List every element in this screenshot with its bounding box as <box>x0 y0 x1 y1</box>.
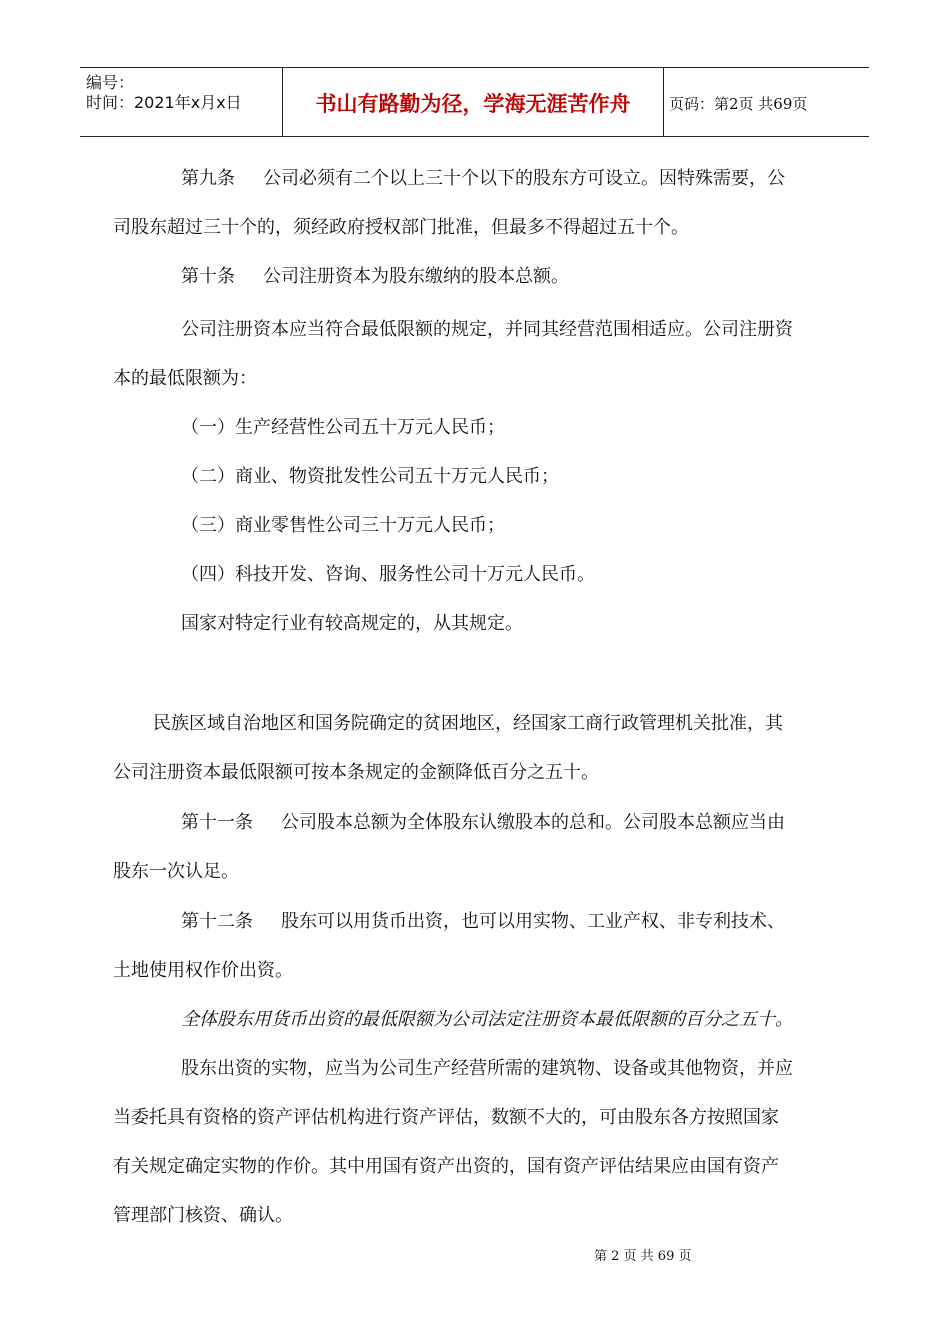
number-label: 编号： <box>86 73 135 92</box>
cash-contribution-line: 全体股东用货币出资的最低限额为公司法定注册资本最低限额的百分之五十。 <box>181 1009 793 1030</box>
article-12 <box>113 897 837 1044</box>
article-11-line-2: 股东一次认足。 <box>113 861 239 882</box>
in-kind-line-4: 管理部门核资、确认。 <box>113 1205 293 1226</box>
article-10-text-1: 公司注册资本为股东缴纳的股本总额。 <box>263 266 569 287</box>
paragraph-minimum-line-2: 本的最低限额为： <box>113 368 257 389</box>
article-10-title: 第十条 <box>181 266 235 287</box>
paragraph-minimum-line-1: 公司注册资本应当符合最低限额的规定，并同其经营范围相适应。公司注册资 <box>181 319 793 340</box>
motto-text: 书山有路勤为径，学海无涯苦作舟 <box>315 92 631 116</box>
article-11-line-1 <box>113 798 837 847</box>
footer-page-number: 第 2 页 共 69 页 <box>594 1249 692 1264</box>
poor-region-paragraph <box>113 699 837 797</box>
article-11-text-1: 公司股本总额为全体股东认缴股本的总和。公司股本总额应当由 <box>281 812 785 833</box>
in-kind-line-3: 有关规定确定实物的作价。其中用国有资产出资的，国有资产评估结果应由国有资产 <box>113 1156 779 1177</box>
article-9-line-2: 司股东超过三十个的，须经政府授权部门批准，但最多不得超过五十个。 <box>113 217 689 238</box>
list-item: （二）商业、物资批发性公司五十万元人民币； <box>181 466 559 487</box>
article-11 <box>113 798 837 896</box>
article-9-title: 第九条 <box>181 168 235 189</box>
page-info: 页码：第2页 共69页 <box>669 95 808 113</box>
article-9 <box>113 154 837 252</box>
list-item: （四）科技开发、咨询、服务性公司十万元人民币。 <box>181 564 595 585</box>
document-header <box>80 67 869 137</box>
article-10 <box>113 252 837 301</box>
article-12-line-2: 土地使用权作价出资。 <box>113 960 293 981</box>
article-9-text-1: 公司必须有二个以上三十个以下的股东方可设立。因特殊需要，公 <box>263 168 785 189</box>
header-motto-cell <box>282 68 664 136</box>
article-9-line-1 <box>113 154 837 203</box>
minimum-list <box>113 403 837 648</box>
article-10-line-1 <box>113 252 837 301</box>
article-12-text-1: 股东可以用货币出资，也可以用实物、工业产权、非专利技术、 <box>281 911 785 932</box>
header-page-cell <box>663 68 869 136</box>
list-item: （一）生产经营性公司五十万元人民币； <box>181 417 505 438</box>
in-kind-line-1: 股东出资的实物，应当为公司生产经营所需的建筑物、设备或其他物资，并应 <box>181 1058 793 1079</box>
poor-region-line-1: 民族区域自治地区和国务院确定的贫困地区，经国家工商行政管理机关批准，其 <box>153 713 783 734</box>
paragraph-minimum <box>113 305 837 403</box>
in-kind-line-2: 当委托具有资格的资产评估机构进行资产评估，数额不大的，可由股东各方按照国家 <box>113 1107 779 1128</box>
in-kind-paragraph <box>113 1044 837 1240</box>
poor-region-line-2: 公司注册资本最低限额可按本条规定的金额降低百分之五十。 <box>113 762 599 783</box>
list-item: （三）商业零售性公司三十万元人民币； <box>181 515 505 536</box>
special-industry-line: 国家对特定行业有较高规定的，从其规定。 <box>181 613 523 634</box>
article-12-title: 第十二条 <box>181 911 253 932</box>
time-label: 时间：2021年x月x日 <box>86 93 242 112</box>
article-12-line-1 <box>113 897 837 946</box>
article-11-title: 第十一条 <box>181 812 253 833</box>
header-meta <box>80 68 282 136</box>
